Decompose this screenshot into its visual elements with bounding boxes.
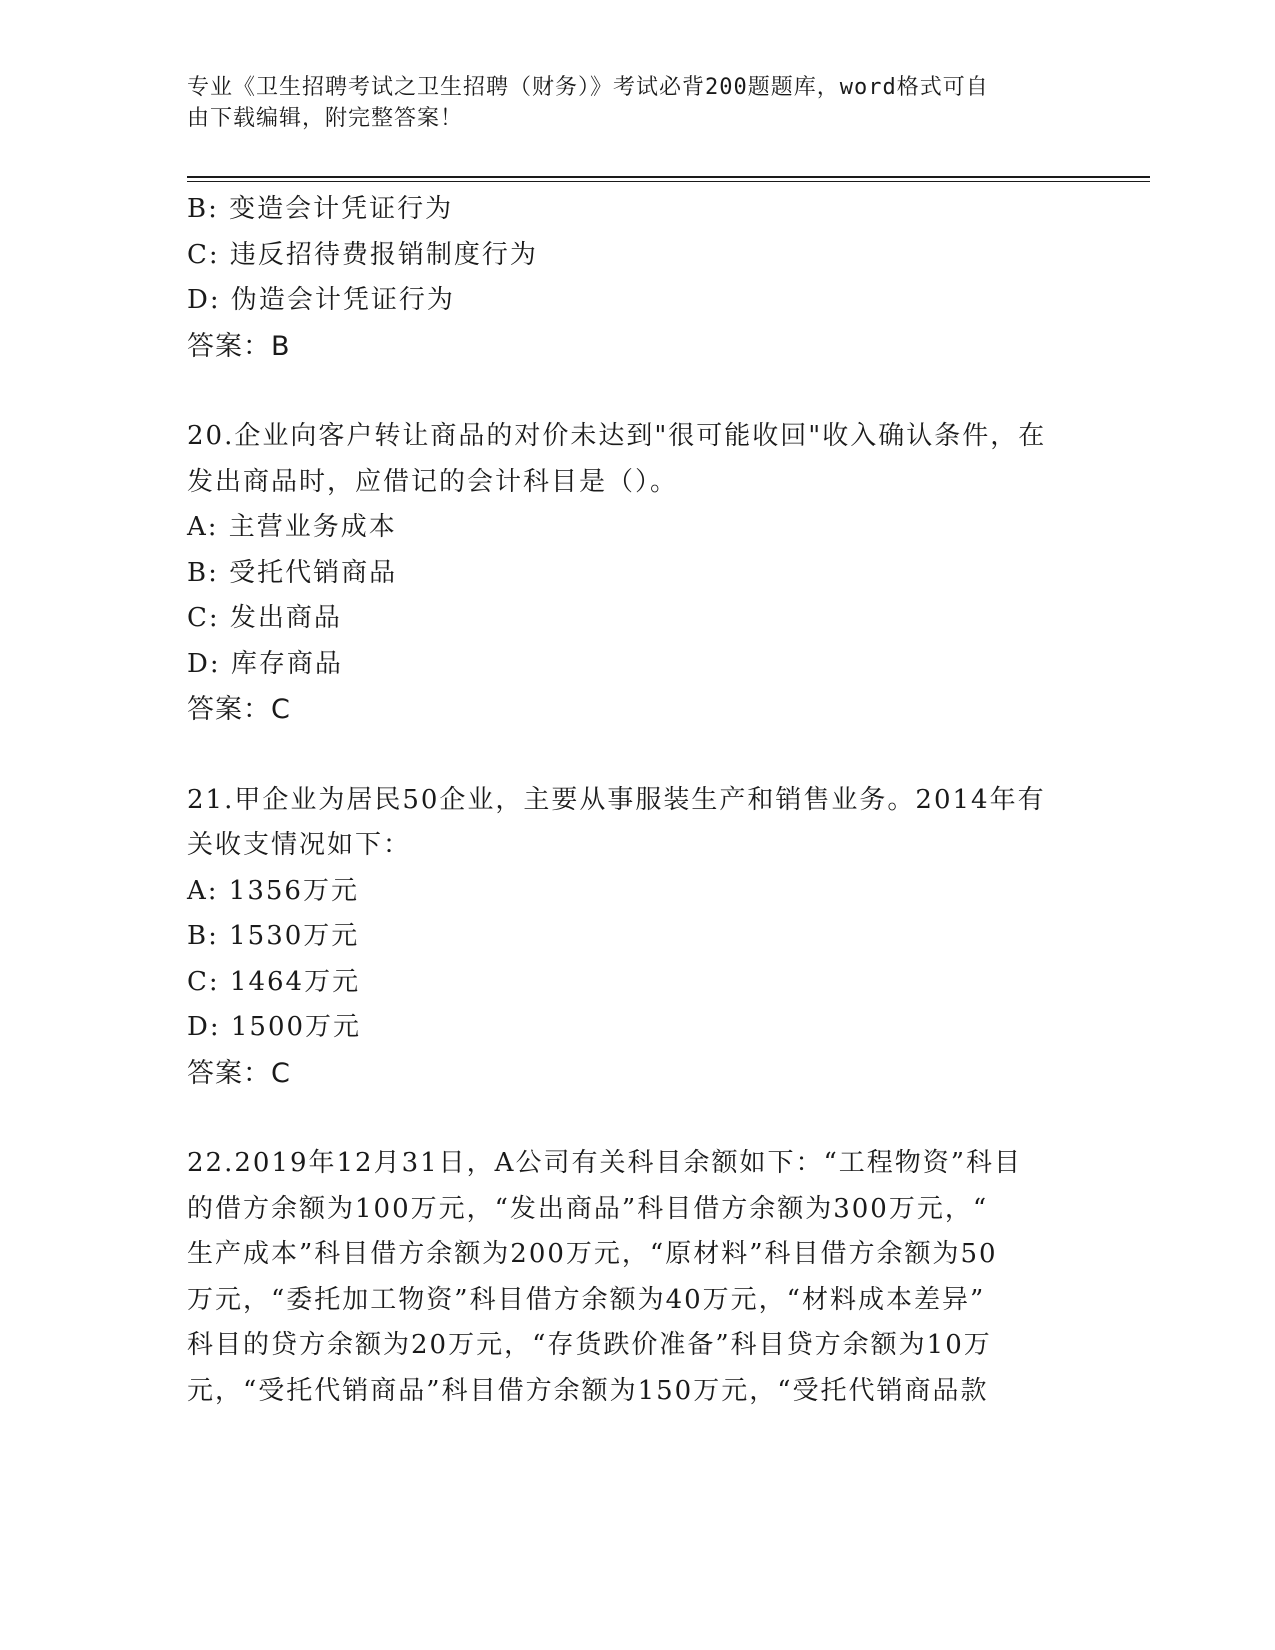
- page-header: [187, 72, 1067, 134]
- header-line-2: 由下载编辑，附完整答案！: [187, 106, 464, 131]
- question-stem-line-2: 关收支情况如下：: [187, 830, 412, 860]
- option-b: B: 1530万元: [187, 921, 360, 951]
- question-19: [187, 187, 1067, 369]
- option-c: C: 1464万元: [187, 966, 361, 997]
- option-d: D: 1500万元: [187, 1012, 362, 1042]
- answer-line: 答案：C: [187, 1057, 291, 1089]
- question-stem-line-2: 的借方余额为100万元，“发出商品”科目借方余额为300万元，“: [187, 1193, 989, 1224]
- option-a: A: 1356万元: [187, 875, 359, 906]
- header-line-1: 专业《卫生招聘考试之卫生招聘（财务）》考试必背200题题库，word格式可自: [187, 75, 989, 100]
- header-rule-thin: [187, 181, 1150, 182]
- option-c: C: 发出商品: [187, 603, 342, 633]
- question-stem-line-3: 生产成本”科目借方余额为200万元，“原材料”科目借方余额为50: [187, 1239, 998, 1269]
- question-stem-line-1: 22.2019年12月31日，A公司有关科目余额如下：“工程物资”科目: [187, 1148, 1023, 1178]
- answer-line: 答案：B: [187, 330, 291, 362]
- question-20: [187, 414, 1067, 733]
- question-stem-line-6: 元，“受托代销商品”科目借方余额为150万元，“受托代销商品款: [187, 1375, 989, 1406]
- question-stem-line-4: 万元，“委托加工物资”科目借方余额为40万元，“材料成本差异”: [187, 1284, 986, 1315]
- option-d: D: 库存商品: [187, 648, 343, 679]
- option-b: B: 变造会计凭证行为: [187, 194, 454, 224]
- option-d: D: 伪造会计凭证行为: [187, 285, 455, 315]
- spacer: [187, 369, 1067, 414]
- header-rule-thick: [187, 176, 1150, 178]
- question-stem-line-2: 发出商品时，应借记的会计科目是（）。: [187, 466, 679, 497]
- question-22: [187, 1141, 1067, 1414]
- spacer: [187, 733, 1067, 778]
- question-stem-line-1: 21.甲企业为居民50企业，主要从事服装生产和销售业务。2014年有: [187, 784, 1046, 815]
- option-c: C: 违反招待费报销制度行为: [187, 239, 538, 270]
- question-21: [187, 778, 1067, 1097]
- option-a: A: 主营业务成本: [187, 512, 397, 542]
- option-b: B: 受托代销商品: [187, 557, 398, 588]
- question-stem-line-1: 20.企业向客户转让商品的对价未达到"很可能收回"收入确认条件，在: [187, 421, 1047, 451]
- answer-line: 答案：C: [187, 694, 291, 725]
- spacer: [187, 1096, 1067, 1141]
- question-list: [187, 187, 1067, 1414]
- question-stem-line-5: 科目的贷方余额为20万元，“存货跌价准备”科目贷方余额为10万: [187, 1330, 992, 1360]
